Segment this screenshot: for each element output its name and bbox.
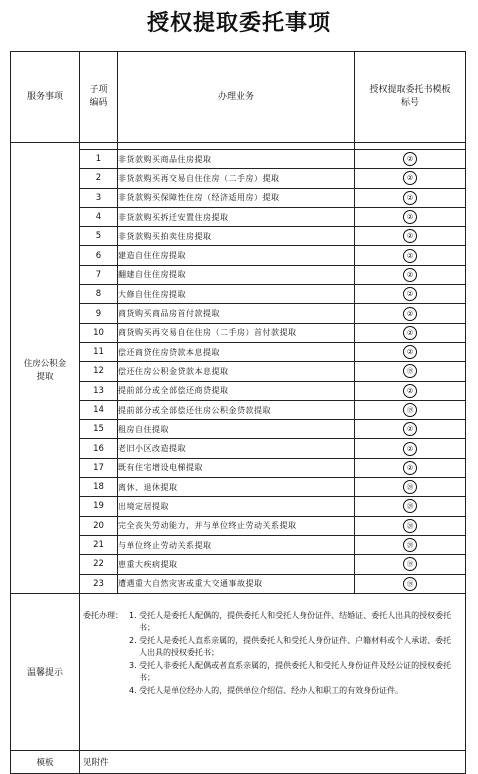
page-title: 授权提取委托事项 [146,10,331,36]
business-name: 既有住宅增设电梯提取 [118,458,355,477]
business-name: 翻建自住住房提取 [118,265,355,284]
table-row [11,439,466,458]
template-number [355,342,466,361]
template-circle-icon: ② [403,326,417,340]
subitem-code: 10 [80,323,118,342]
business-name: 与单位终止劳动关系提取 [118,535,355,554]
subitem-code: 14 [80,400,118,419]
business-name: 非货款购买再交易自住住房（二手房）提取 [118,169,355,188]
template-number [355,285,466,304]
template-number [355,227,466,246]
business-name: 偿还住房公积金贷款本息提取 [118,362,355,381]
template-circle-icon: ② [403,307,417,321]
business-name: 完全丧失劳动能力，并与单位终止劳动关系提取 [118,516,355,535]
template-number [355,458,466,477]
business-name: 商货购买再交易自住住房（二手房）首付款提取 [118,323,355,342]
template-number [355,207,466,226]
template-number [355,478,466,497]
table-row [11,188,466,207]
template-label: 模板 [11,750,80,773]
table-row [11,246,466,265]
template-number [355,400,466,419]
subitem-code: 23 [80,574,118,593]
tip-item: 4. 受托人是单位经办人的，提供单位介绍信、经办人和职工的有效身份证件。 [129,685,404,695]
template-number [355,246,466,265]
subitem-code: 17 [80,458,118,477]
subitem-code: 12 [80,362,118,381]
template-value: 见附件 [80,750,466,773]
business-name: 患重大疾病提取 [118,555,355,574]
table-row [11,285,466,304]
table-row [11,420,466,439]
table-row [11,516,466,535]
subitem-code: 7 [80,265,118,284]
template-number [355,516,466,535]
template-circle-icon: ⑲ [403,557,417,571]
template-circle-icon: ② [403,422,417,436]
template-circle-icon: ⑲ [403,577,417,591]
template-circle-icon: ② [403,191,417,205]
template-circle-icon: ② [403,229,417,243]
table-row [11,478,466,497]
tip-item: 1. 受托人是委托人配偶的，提供委托人和受托人身份证件、结婚证、委托人出具的授权委托书； [129,610,452,632]
table-row [11,150,466,169]
table-row [11,400,466,419]
template-number [355,362,466,381]
table-row [11,497,466,516]
subitem-code: 19 [80,497,118,516]
template-circle-icon: ⑳ [403,480,417,494]
template-circle-icon: ② [403,384,417,398]
tips-label: 温馨提示 [11,593,80,750]
template-number [355,555,466,574]
template-number [355,169,466,188]
subitem-code: 22 [80,555,118,574]
template-circle-icon: ⑳ [403,519,417,533]
tip-item: 3. 受托人非委托人配偶或者直系亲属的，提供委托人和受托人身份证件及经公证的授权委托书； [129,660,452,682]
table-row [11,381,466,400]
header-business: 办理业务 [118,52,355,143]
template-number [355,381,466,400]
subitem-code: 18 [80,478,118,497]
template-number [355,420,466,439]
template-circle-icon: ⑲ [403,403,417,417]
business-name: 非货款购买拆迁安置住房提取 [118,207,355,226]
template-circle-icon: ⑳ [403,499,417,513]
subitem-code: 20 [80,516,118,535]
template-circle-icon: ② [403,152,417,166]
header-row [11,52,466,143]
tips-row [11,593,466,750]
template-number [355,497,466,516]
template-circle-icon: ② [403,461,417,475]
business-name: 离休、退休提取 [118,478,355,497]
template-number [355,535,466,554]
business-name: 非货款购买保障性住房（经济适用房）提取 [118,188,355,207]
subitem-code: 9 [80,304,118,323]
subitem-code: 4 [80,207,118,226]
tips-content [80,593,466,750]
table-row [11,265,466,284]
table-row [11,342,466,361]
subitem-code: 1 [80,150,118,169]
business-name: 偿还商贷住房贷款本息提取 [118,342,355,361]
table-row [11,362,466,381]
template-number [355,265,466,284]
template-number [355,323,466,342]
table-row [11,304,466,323]
subitem-code: 13 [80,381,118,400]
template-number [355,574,466,593]
table-row [11,169,466,188]
service-cell-top [11,143,80,150]
template-circle-icon: ② [403,442,417,456]
tips-list [129,610,457,697]
template-circle-icon: ② [403,171,417,185]
business-name: 建造自住住房提取 [118,246,355,265]
subitem-code: 8 [80,285,118,304]
template-circle-icon: ② [403,345,417,359]
template-circle-icon: ⑲ [403,364,417,378]
table-row [11,555,466,574]
subitem-code: 16 [80,439,118,458]
delegation-table [10,51,466,774]
spacer-row [11,143,466,150]
table-row [11,227,466,246]
subitem-code: 3 [80,188,118,207]
business-name: 非货款购买商品住房提取 [118,150,355,169]
template-number [355,439,466,458]
business-name: 遭遇重大自然灾害或重大交通事故提取 [118,574,355,593]
subitem-code: 6 [80,246,118,265]
tip-item: 2. 受托人是委托人直系亲属的，提供委托人和受托人身份证件、户籍材料或个人承诺、委托人出具的授权委托书； [129,635,452,657]
business-name: 大修自住住房提取 [118,285,355,304]
tips-head: 委托办理： [83,610,123,620]
business-name: 出境定居提取 [118,497,355,516]
subitem-code: 2 [80,169,118,188]
header-subitem-code: 子项 编码 [80,52,118,143]
service-name: 住房公积金 提取 [11,150,80,594]
table-row [11,207,466,226]
business-name: 非货款购买拍卖住房提取 [118,227,355,246]
table-row [11,574,466,593]
subitem-code: 5 [80,227,118,246]
template-circle-icon: ② [403,287,417,301]
business-name: 提前部分或全部偿还住房公积金贷款提取 [118,400,355,419]
table-row [11,323,466,342]
template-circle-icon: ② [403,210,417,224]
template-circle-icon: ② [403,268,417,282]
subitem-code: 11 [80,342,118,361]
template-number [355,188,466,207]
business-name: 商货购买商品房首付款提取 [118,304,355,323]
header-template-number: 授权提取委托书模板 标号 [355,52,466,143]
template-circle-icon: ② [403,249,417,263]
template-number [355,304,466,323]
table-row [11,535,466,554]
subitem-code: 21 [80,535,118,554]
business-name: 老旧小区改造提取 [118,439,355,458]
business-name: 租房自住提取 [118,420,355,439]
table-row [11,458,466,477]
business-name: 提前部分或全部偿还商贷提取 [118,381,355,400]
template-number [355,150,466,169]
header-service: 服务事项 [11,52,80,143]
subitem-code: 15 [80,420,118,439]
template-circle-icon: ⑳ [403,538,417,552]
